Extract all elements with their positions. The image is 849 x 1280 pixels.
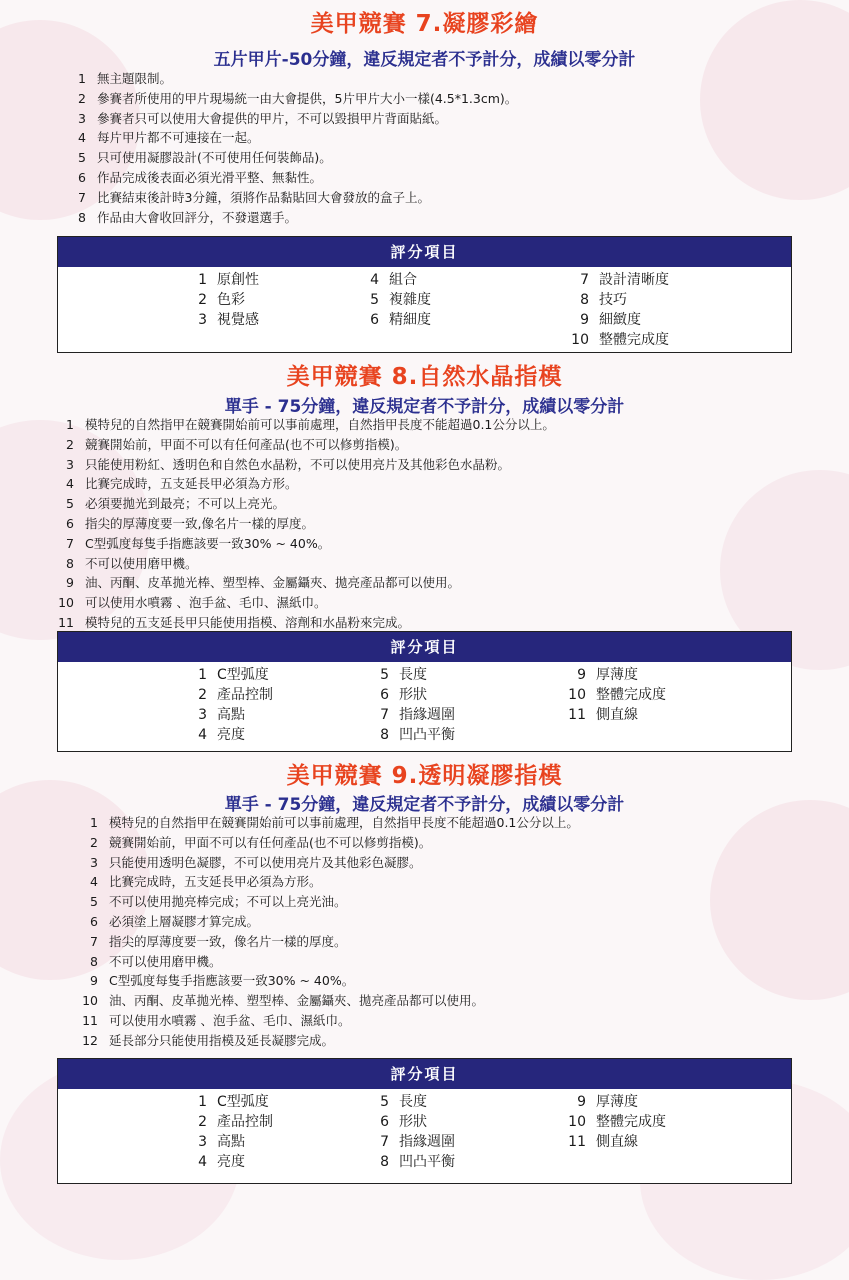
rule-item <box>74 1031 579 1051</box>
rule-number: 4 <box>90 874 98 890</box>
rule-number: 3 <box>90 854 98 870</box>
rule-item <box>50 534 555 554</box>
section-title: 美甲競賽 9.透明凝膠指模 <box>286 763 563 789</box>
scoring-item-label: 整體完成度 <box>599 332 669 348</box>
scoring-item-number: 8 <box>580 292 589 308</box>
rule-item <box>74 853 579 873</box>
scoring-item-number: 7 <box>380 707 389 723</box>
scoring-item-number: 6 <box>380 1114 389 1130</box>
rules-list <box>62 69 517 227</box>
rule-number: 7 <box>66 535 74 551</box>
scoring-item <box>189 665 273 685</box>
rule-item <box>74 991 579 1011</box>
rule-item <box>74 912 579 932</box>
scoring-item-label: 色彩 <box>217 292 245 308</box>
rule-text: 競賽開始前，甲面不可以有任何產品(也不可以修剪指模)。 <box>109 834 432 850</box>
scoring-item-label: 產品控制 <box>217 1114 273 1130</box>
rule-text: 模特兒的自然指甲在競賽開始前可以事前處理，自然指甲長度不能超過0.1公分以上。 <box>85 417 555 432</box>
scoring-item <box>371 1112 455 1132</box>
rule-item <box>62 89 517 109</box>
scoring-item <box>371 1152 455 1172</box>
rule-item <box>50 494 555 514</box>
rule-text: 不可以使用拋亮棒完成；不可以上亮光油。 <box>109 894 347 910</box>
rule-text: 比賽完成時，五支延長甲必須為方形。 <box>109 874 322 890</box>
rule-text: 模特兒的自然指甲在競賽開始前可以事前處理，自然指甲長度不能超過0.1公分以上。 <box>109 815 579 830</box>
scoring-item-number: 9 <box>577 1094 586 1110</box>
scoring-item-label: 產品控制 <box>217 687 273 703</box>
rule-text: 每片甲片都不可連接在一起。 <box>97 130 260 146</box>
scoring-item-number: 11 <box>568 707 586 723</box>
rule-number: 4 <box>78 130 86 146</box>
rule-item <box>62 168 517 188</box>
rule-item <box>50 613 555 633</box>
scoring-column <box>361 270 431 330</box>
rule-text: 不可以使用磨甲機。 <box>109 953 222 969</box>
rule-text: 可以使用水噴霧 、泡手盆、毛巾、濕紙巾。 <box>85 595 327 611</box>
rule-text: 指尖的厚薄度要一致,像名片一樣的厚度。 <box>85 515 314 531</box>
rule-number: 9 <box>90 973 98 989</box>
rule-number: 10 <box>82 993 98 1009</box>
rule-item <box>50 415 555 435</box>
section-subtitle: 單手 - 75分鐘，違反規定者不予計分，成績以零分計 <box>224 795 625 815</box>
rule-number: 8 <box>90 953 98 969</box>
scoring-column <box>371 665 455 745</box>
section-title: 美甲競賽 8.自然水晶指模 <box>286 364 563 390</box>
rule-item <box>62 128 517 148</box>
rule-number: 7 <box>90 933 98 949</box>
rule-item <box>74 813 579 833</box>
scoring-item <box>571 310 669 330</box>
rule-number: 1 <box>90 815 98 830</box>
scoring-item-number: 3 <box>198 312 207 328</box>
scoring-item-label: C型弧度 <box>217 1094 269 1110</box>
rule-text: 作品完成後表面必須光滑平整、無黏性。 <box>97 169 323 185</box>
scoring-item <box>189 1132 273 1152</box>
scoring-item-number: 4 <box>198 727 207 743</box>
rule-item <box>62 109 517 129</box>
scoring-table <box>57 631 792 752</box>
scoring-item <box>371 725 455 745</box>
scoring-column <box>189 1092 273 1172</box>
rule-item <box>50 593 555 613</box>
scoring-item <box>361 310 431 330</box>
scoring-item-number: 2 <box>198 1114 207 1130</box>
scoring-item <box>189 1092 273 1112</box>
scoring-item-label: 複雜度 <box>389 292 431 308</box>
rule-item <box>50 514 555 534</box>
rule-number: 4 <box>66 476 74 492</box>
scoring-item <box>371 1092 455 1112</box>
rule-number: 3 <box>78 110 86 126</box>
rule-item <box>50 573 555 593</box>
scoring-item <box>189 1152 273 1172</box>
rules-list <box>50 415 555 633</box>
scoring-item-label: 指緣週圍 <box>399 707 455 723</box>
scoring-item-label: 技巧 <box>599 292 627 308</box>
scoring-item-number: 9 <box>577 667 586 683</box>
scoring-item <box>189 705 273 725</box>
rule-number: 6 <box>66 515 74 531</box>
rule-number: 11 <box>82 1012 98 1028</box>
scoring-item <box>568 1132 666 1152</box>
scoring-item-number: 1 <box>198 667 207 683</box>
rule-text: 參賽者只可以使用大會提供的甲片，不可以毀損甲片背面貼紙。 <box>97 110 448 126</box>
rule-text: 模特兒的五支延長甲只能使用指模、溶劑和水晶粉來完成。 <box>85 614 411 630</box>
section-subtitle: 五片甲片-50分鐘，違反規定者不予計分，成績以零分計 <box>213 50 636 70</box>
rule-number: 1 <box>78 71 86 86</box>
rule-number: 2 <box>90 834 98 850</box>
rule-item <box>50 554 555 574</box>
rule-text: 無主題限制。 <box>97 71 173 86</box>
scoring-item-number: 1 <box>198 1094 207 1110</box>
rule-item <box>50 435 555 455</box>
scoring-item <box>571 330 669 350</box>
scoring-item-label: 長度 <box>399 1094 427 1110</box>
scoring-item-number: 1 <box>198 272 207 288</box>
scoring-item-label: 側直線 <box>596 707 638 723</box>
rule-number: 10 <box>58 595 74 611</box>
rule-text: 指尖的厚薄度要一致，像名片一樣的厚度。 <box>109 933 347 949</box>
scoring-item <box>189 725 273 745</box>
scoring-item-number: 6 <box>380 687 389 703</box>
scoring-item-label: 凹凸平衡 <box>399 727 455 743</box>
scoring-column <box>568 1092 666 1152</box>
rose-decoration <box>710 800 849 1000</box>
scoring-item-label: 長度 <box>399 667 427 683</box>
scoring-item-label: 組合 <box>389 272 417 288</box>
scoring-item <box>189 1112 273 1132</box>
scoring-item <box>568 1112 666 1132</box>
rule-text: 只可使用凝膠設計(不可使用任何裝飾品)。 <box>97 150 332 166</box>
rule-text: 油、丙酮、皮革拋光棒、塑型棒、金屬鑷夾、拋亮產品都可以使用。 <box>85 575 461 591</box>
scoring-item <box>371 665 455 685</box>
rule-text: 比賽結束後計時3分鐘，須將作品黏貼回大會發放的盒子上。 <box>97 189 430 205</box>
scoring-table <box>57 1058 792 1184</box>
scoring-item-number: 10 <box>571 332 589 348</box>
scoring-item <box>371 1132 455 1152</box>
scoring-item-number: 4 <box>198 1154 207 1170</box>
rule-text: 必須要拋光到最亮；不可以上亮光。 <box>85 496 286 512</box>
rules-list <box>74 813 579 1051</box>
scoring-item <box>189 270 259 290</box>
scoring-item-label: 原創性 <box>217 272 259 288</box>
scoring-item-number: 11 <box>568 1134 586 1150</box>
scoring-item <box>189 290 259 310</box>
scoring-item <box>189 685 273 705</box>
scoring-item <box>371 685 455 705</box>
scoring-item-label: C型弧度 <box>217 667 269 683</box>
scoring-item-number: 7 <box>380 1134 389 1150</box>
scoring-item <box>571 290 669 310</box>
rule-text: 比賽完成時，五支延長甲必須為方形。 <box>85 476 298 492</box>
rule-number: 3 <box>66 456 74 472</box>
scoring-item-number: 9 <box>580 312 589 328</box>
rule-item <box>74 892 579 912</box>
scoring-item-label: 高點 <box>217 1134 245 1150</box>
rule-number: 1 <box>66 417 74 432</box>
rule-text: 只能使用透明色凝膠，不可以使用亮片及其他彩色凝膠。 <box>109 854 422 870</box>
scoring-item <box>571 270 669 290</box>
rule-number: 8 <box>66 555 74 571</box>
scoring-item-label: 高點 <box>217 707 245 723</box>
scoring-item <box>568 705 666 725</box>
scoring-column <box>189 665 273 745</box>
rule-number: 7 <box>78 189 86 205</box>
scoring-column <box>371 1092 455 1172</box>
scoring-item-label: 亮度 <box>217 1154 245 1170</box>
rule-number: 2 <box>66 436 74 452</box>
scoring-item-label: 整體完成度 <box>596 1114 666 1130</box>
rule-text: C型弧度每隻手指應該要一致30% ~ 40%。 <box>85 535 331 551</box>
scoring-heading: 評分項目 <box>58 237 791 267</box>
scoring-table <box>57 236 792 353</box>
scoring-item-label: 側直線 <box>596 1134 638 1150</box>
scoring-item-label: 厚薄度 <box>596 667 638 683</box>
section-subtitle: 單手 - 75分鐘，違反規定者不予計分，成績以零分計 <box>224 397 625 417</box>
scoring-item-label: 形狀 <box>399 1114 427 1130</box>
rule-item <box>62 69 517 89</box>
scoring-item <box>361 270 431 290</box>
rule-item <box>74 1011 579 1031</box>
rule-number: 12 <box>82 1032 98 1048</box>
scoring-item-label: 亮度 <box>217 727 245 743</box>
rule-number: 2 <box>78 90 86 106</box>
rule-item <box>74 952 579 972</box>
scoring-item-label: 整體完成度 <box>596 687 666 703</box>
scoring-item-number: 3 <box>198 1134 207 1150</box>
scoring-item-label: 細緻度 <box>599 312 641 328</box>
rule-item <box>62 148 517 168</box>
scoring-item <box>371 705 455 725</box>
rule-number: 6 <box>78 169 86 185</box>
rule-number: 9 <box>66 575 74 591</box>
scoring-item-number: 3 <box>198 707 207 723</box>
scoring-column <box>189 270 259 330</box>
scoring-item-label: 形狀 <box>399 687 427 703</box>
scoring-item <box>361 290 431 310</box>
scoring-item-number: 8 <box>380 1154 389 1170</box>
scoring-item <box>568 685 666 705</box>
rule-text: 可以使用水噴霧 、泡手盆、毛巾、濕紙巾。 <box>109 1012 351 1028</box>
scoring-item-label: 精細度 <box>389 312 431 328</box>
rule-item <box>74 872 579 892</box>
rule-item <box>50 474 555 494</box>
rule-text: 不可以使用磨甲機。 <box>85 555 198 571</box>
scoring-item <box>568 665 666 685</box>
scoring-item-number: 10 <box>568 1114 586 1130</box>
rule-number: 6 <box>90 913 98 929</box>
scoring-item-number: 4 <box>370 272 379 288</box>
scoring-item-number: 10 <box>568 687 586 703</box>
rule-number: 11 <box>58 614 74 630</box>
scoring-item-number: 7 <box>580 272 589 288</box>
scoring-item-label: 厚薄度 <box>596 1094 638 1110</box>
rule-item <box>74 971 579 991</box>
rule-number: 5 <box>90 894 98 910</box>
scoring-item-number: 5 <box>380 667 389 683</box>
scoring-item <box>568 1092 666 1112</box>
rule-item <box>62 208 517 228</box>
rule-text: C型弧度每隻手指應該要一致30% ~ 40%。 <box>109 973 355 989</box>
rule-item <box>74 833 579 853</box>
rule-number: 8 <box>78 209 86 225</box>
scoring-item-label: 視覺感 <box>217 312 259 328</box>
rule-number: 5 <box>78 150 86 166</box>
scoring-item-number: 6 <box>370 312 379 328</box>
scoring-item-number: 5 <box>380 1094 389 1110</box>
scoring-heading: 評分項目 <box>58 1059 791 1089</box>
scoring-heading: 評分項目 <box>58 632 791 662</box>
rule-text: 只能使用粉紅、透明色和自然色水晶粉，不可以使用亮片及其他彩色水晶粉。 <box>85 456 511 472</box>
scoring-column <box>571 270 669 350</box>
scoring-item-number: 8 <box>380 727 389 743</box>
scoring-column <box>568 665 666 725</box>
rule-item <box>62 188 517 208</box>
rule-item <box>50 455 555 475</box>
rule-text: 必須塗上層凝膠才算完成。 <box>109 913 260 929</box>
rule-text: 油、丙酮、皮革拋光棒、塑型棒、金屬鑷夾、拋亮產品都可以使用。 <box>109 993 485 1009</box>
scoring-item-label: 指緣週圍 <box>399 1134 455 1150</box>
rule-text: 延長部分只能使用指模及延長凝膠完成。 <box>109 1032 335 1048</box>
section-title: 美甲競賽 7.凝膠彩繪 <box>310 11 539 37</box>
scoring-item-label: 設計清晰度 <box>599 272 669 288</box>
scoring-item-number: 2 <box>198 292 207 308</box>
rule-number: 5 <box>66 496 74 512</box>
scoring-item-number: 2 <box>198 687 207 703</box>
scoring-item-label: 凹凸平衡 <box>399 1154 455 1170</box>
rule-item <box>74 932 579 952</box>
rule-text: 參賽者所使用的甲片現場統一由大會提供，5片甲片大小一樣(4.5*1.3cm)。 <box>97 90 518 106</box>
rule-text: 作品由大會收回評分，不發還選手。 <box>97 209 298 225</box>
scoring-item <box>189 310 259 330</box>
rule-text: 競賽開始前，甲面不可以有任何產品(也不可以修剪指模)。 <box>85 436 408 452</box>
scoring-item-number: 5 <box>370 292 379 308</box>
